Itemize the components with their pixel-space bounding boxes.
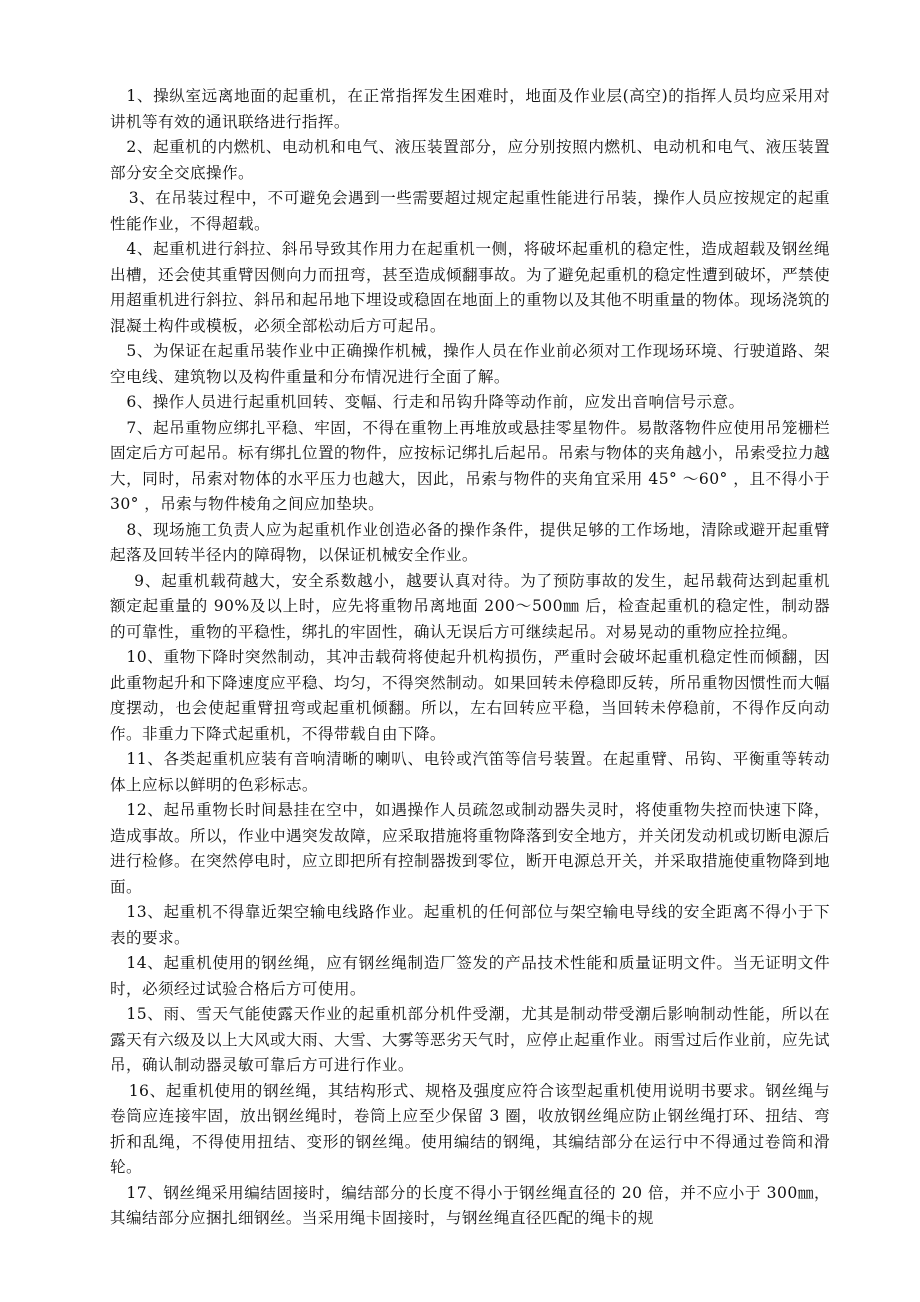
paragraph-17: 17、钢丝绳采用编结固接时，编结部分的长度不得小于钢丝绳直径的 20 倍，并不应小于 300㎜，其编结部分应捆扎细钢丝。当采用绳卡固接时，与钢丝绳直径匹配的绳卡的规: [110, 1183, 830, 1227]
paragraph-2: 2、起重机的内燃机、电动机和电气、液压装置部分，应分别按照内燃机、电动机和电气、液压装置部分安全交底操作。: [110, 138, 830, 182]
paragraph-14: 14、起重机使用的钢丝绳，应有钢丝绳制造厂签发的产品技术性能和质量证明文件。当无证明文件时，必须经过试验合格后方可使用。: [110, 954, 830, 998]
paragraph-12: 12、起吊重物长时间悬挂在空中，如遇操作人员疏忽或制动器失灵时，将使重物失控而快速下降，造成事故。所以，作业中遇突发故障，应采取措施将重物降落到安全地方，并关闭发动机或切断电源后进行检修。在突然停电时，应立即把所有控制器拨到零位，断开电源总开关，并采取措施使重物降到地面。: [110, 801, 830, 896]
paragraph-6: 6、操作人员进行起重机回转、变幅、行走和吊钩升降等动作前，应发出音响信号示意。: [126, 393, 745, 411]
document-body: [110, 84, 830, 1232]
paragraph-16: 16、起重机使用的钢丝绳，其结构形式、规格及强度应符合该型起重机使用说明书要求。钢丝绳与卷筒应连接牢固，放出钢丝绳时，卷筒上应至少保留 3 圈，收放钢丝绳应防止钢丝绳打环、扭结、弯折和乱绳，不得使用扭结、变形的钢丝绳。使用编结的钢绳，其编结部分在运行中不得通过卷筒和滑轮。: [110, 1081, 830, 1176]
paragraph-7: 7、起吊重物应绑扎平稳、牢固，不得在重物上再堆放或悬挂零星物件。易散落物件应使用吊笼栅栏固定后方可起吊。标有绑扎位置的物件，应按标记绑扎后起吊。吊索与物体的夹角越小，吊索受拉力越大，同时，吊索对物体的水平压力也越大，因此，吊索与物件的夹角宜采用 45° ～60° ，且不得小于 30° ，吊索与物件棱角之间应加垫块。: [110, 418, 830, 513]
paragraph-8: 8、现场施工负责人应为起重机作业创造必备的操作条件，提供足够的工作场地，清除或避开起重臂起落及回转半径内的障碍物，以保证机械安全作业。: [110, 520, 830, 564]
paragraph-1: 1、操纵室远离地面的起重机，在正常指挥发生困难时，地面及作业层(高空)的指挥人员均应采用对讲机等有效的通讯联络进行指挥。: [110, 87, 830, 131]
paragraph-9: 9、起重机载荷越大，安全系数越小，越要认真对待。为了预防事故的发生，起吊载荷达到起重机额定起重量的 90%及以上时，应先将重物吊离地面 200～500㎜ 后，检查起重机的稳定性，制动器的可靠性，重物的平稳性，绑扎的牢固性，确认无误后方可继续起吊。对易晃动的重物应拴拉绳。: [110, 571, 830, 641]
paragraph-3: 3、在吊装过程中，不可避免会遇到一些需要超过规定起重性能进行吊装，操作人员应按规定的起重性能作业，不得超载。: [110, 189, 830, 233]
paragraph-4: 4、起重机进行斜拉、斜吊导致其作用力在起重机一侧，将破坏起重机的稳定性，造成超载及钢丝绳出槽，还会使其重臂因侧向力而扭弯，甚至造成倾翻事故。为了避免起重机的稳定性遭到破坏，严禁使用超重机进行斜拉、斜吊和起吊地下埋设或稳固在地面上的重物以及其他不明重量的物体。现场浇筑的混凝土构件或模板，必须全部松动后方可起吊。: [110, 240, 830, 335]
paragraph-10: 10、重物下降时突然制动，其冲击载荷将使起升机构损伤，严重时会破坏起重机稳定性而倾翻，因此重物起升和下降速度应平稳、均匀，不得突然制动。如果回转未停稳即反转，所吊重物因惯性而大幅度摆动，也会使起重臂扭弯或起重机倾翻。所以，左右回转应平稳，当回转未停稳前，不得作反向动作。非重力下降式起重机，不得带载自由下降。: [110, 648, 830, 743]
paragraph-5: 5、为保证在起重吊装作业中正确操作机械，操作人员在作业前必须对工作现场环境、行驶道路、架空电线、建筑物以及构件重量和分布情况进行全面了解。: [110, 342, 830, 386]
paragraph-11: 11、各类起重机应装有音响清晰的喇叭、电铃或汽笛等信号装置。在起重臂、吊钩、平衡重等转动体上应标以鲜明的色彩标志。: [110, 750, 830, 794]
paragraph-15: 15、雨、雪天气能使露天作业的起重机部分机件受潮，尤其是制动带受潮后影响制动性能，所以在露天有六级及以上大风或大雨、大雪、大雾等恶劣天气时，应停止起重作业。雨雪过后作业前，应先试吊，确认制动器灵敏可靠后方可进行作业。: [110, 1005, 830, 1074]
paragraph-13: 13、起重机不得靠近架空输电线路作业。起重机的任何部位与架空输电导线的安全距离不得小于下表的要求。: [110, 903, 830, 947]
